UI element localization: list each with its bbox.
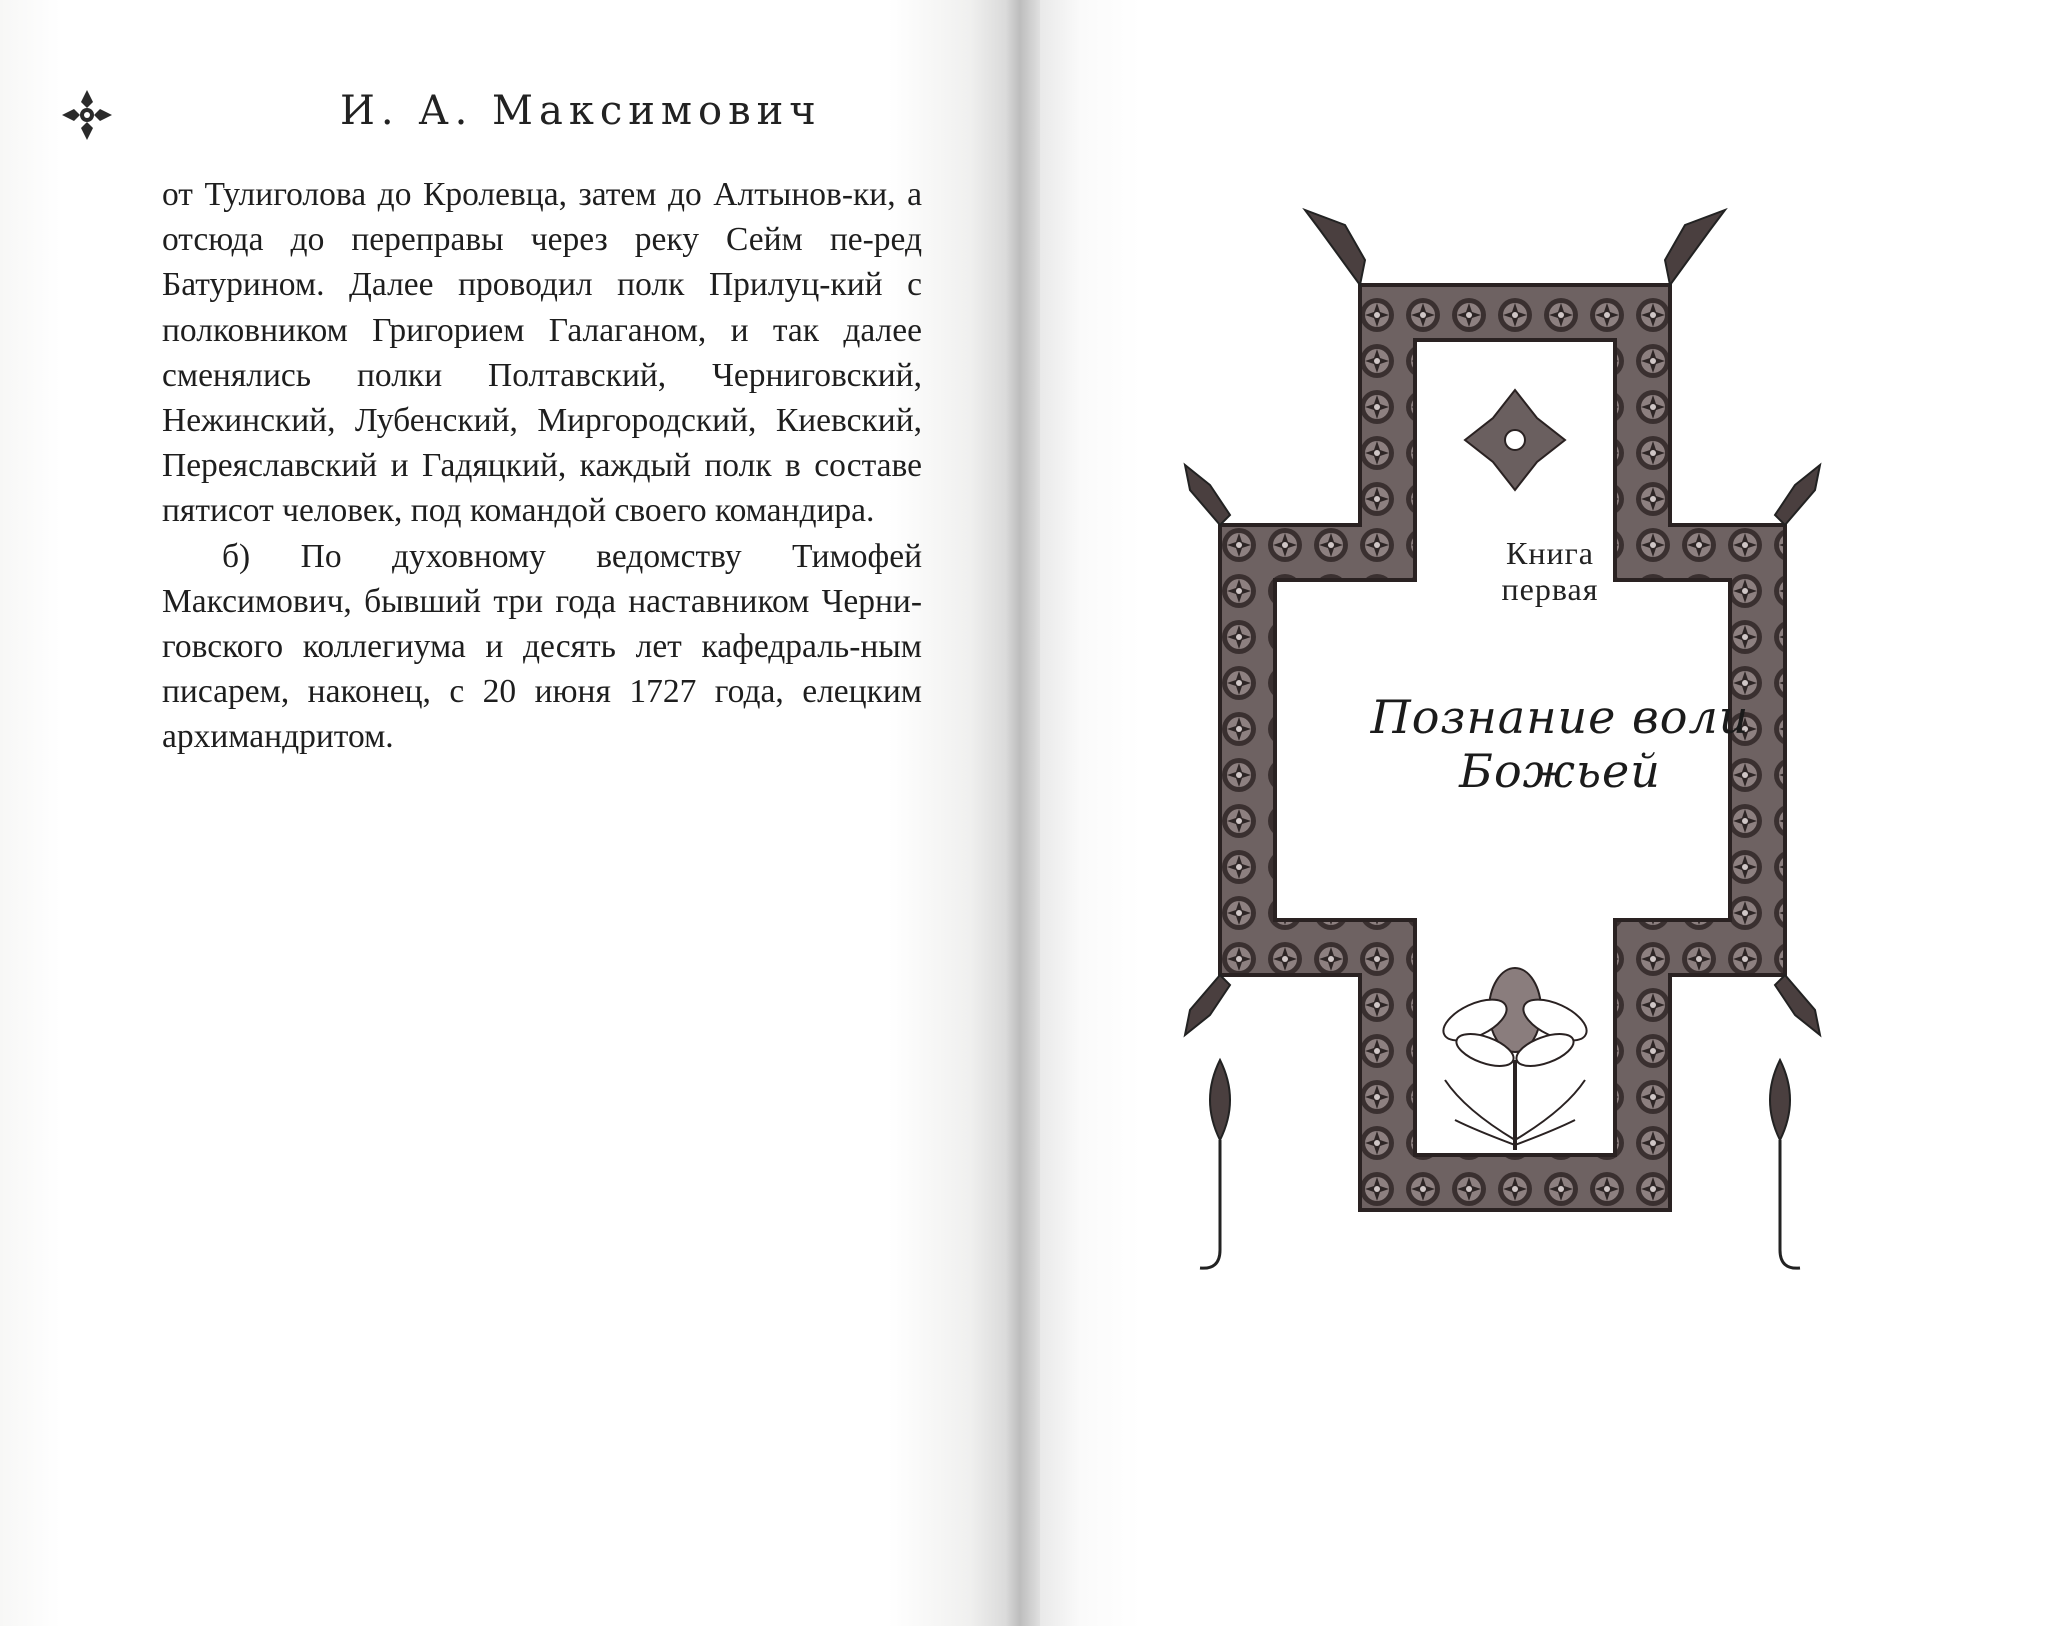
cross-ornament-icon: [60, 88, 114, 142]
left-page: [0, 0, 1010, 1626]
book-title: Познание воли Божьей: [1370, 690, 1750, 798]
book-label-line-2: первая: [1501, 571, 1599, 607]
paragraph-1: от Тулиголова до Кролевца, затем до Алтынов-ки, а отсюда до переправы через реку Сейм пе-ред Батурином. Далее проводил полк Прилуц-кий с полковником Григорием Галаганом, и так далее сменялись полки Полтавский, Черниговский, Нежинский, Лубенский, Миргородский, Киевский, Переяславский и Гадяцкий, каждый полк в составе пятисот человек, под командой своего командира.: [162, 176, 922, 530]
book-label: [1450, 535, 1650, 607]
book-label-line-1: Книга: [1506, 535, 1594, 571]
running-head: И. А. Максимович: [340, 88, 822, 134]
body-text: [162, 172, 922, 760]
paragraph-2: б) По духовному ведомству Тимофей Максимович, бывший три года наставником Черни-говского коллегиума и десять лет кафедраль-ным писарем, наконец, с 20 июня 1727 года, елецким архимандритом.: [162, 537, 922, 756]
